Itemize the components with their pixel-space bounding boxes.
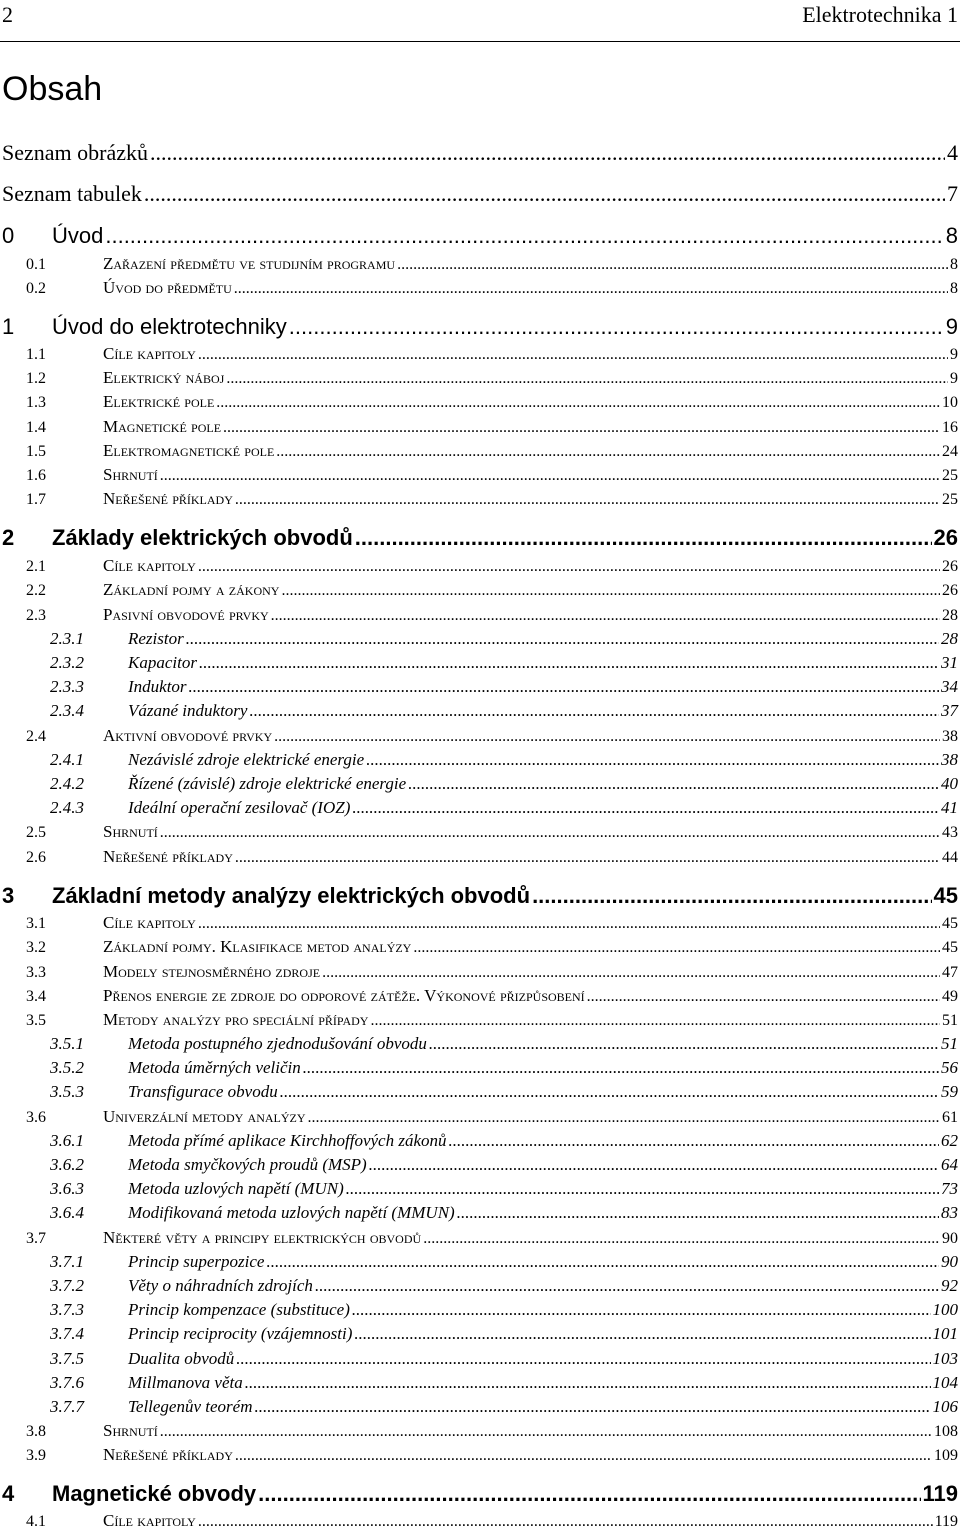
toc-entry-page: 38	[942, 728, 958, 745]
toc-entry-title: Některé věty a principy elektrických obvodů	[103, 1228, 422, 1247]
toc-dot-leader	[355, 525, 932, 551]
toc-entry-number: 3.4	[26, 988, 46, 1005]
toc-dot-leader	[198, 558, 940, 576]
toc-entry-page: 106	[932, 1397, 958, 1416]
toc-entry-number: 2	[2, 525, 15, 550]
toc-entry-page: 26	[933, 525, 958, 550]
toc-entry[interactable]	[2, 1107, 958, 1127]
toc-entry-number: 2.4.3	[50, 798, 84, 817]
toc-entry-title: Induktor	[128, 677, 187, 696]
toc-dot-leader	[245, 1373, 931, 1393]
toc-entry[interactable]	[2, 465, 958, 485]
toc-dot-leader	[223, 419, 940, 437]
toc-entry-title: Modely stejnosměrného zdroje	[103, 962, 321, 981]
toc-entry-title: Shrnutí	[103, 822, 158, 841]
toc-entry-number: 1.7	[26, 491, 46, 508]
toc-entry-title: Neřešené příklady	[103, 1445, 233, 1464]
toc-entry-page: 41	[941, 798, 958, 817]
toc-dot-leader	[235, 849, 940, 867]
toc-entry-title: Millmanova věta	[128, 1373, 243, 1392]
toc-entry-number: 1.4	[26, 419, 46, 436]
toc-entry-page: 47	[942, 964, 958, 981]
toc-dot-leader	[258, 1481, 920, 1507]
toc-entry-page: 90	[941, 1252, 958, 1271]
toc-entry-title: Rezistor	[128, 629, 184, 648]
toc-dot-leader	[144, 181, 945, 207]
toc-entry-title: Elektrické pole	[103, 392, 215, 411]
toc-entry-number: 3.7.3	[50, 1300, 84, 1319]
toc-dot-leader	[236, 1349, 930, 1369]
toc-entry-page: 108	[934, 1423, 958, 1440]
toc-dot-leader	[249, 701, 939, 721]
toc-entry-page: 119	[934, 1513, 958, 1530]
toc-dot-leader	[150, 140, 945, 166]
toc-entry-title: Metoda postupného zjednodušování obvodu	[128, 1034, 427, 1053]
toc-dot-leader	[198, 1513, 933, 1531]
toc-entry-number: 0	[2, 223, 15, 248]
toc-dot-leader	[408, 774, 939, 794]
toc-entry-number: 3.7.7	[50, 1397, 84, 1416]
toc-entry[interactable]	[2, 314, 958, 340]
toc-entry-number: 2.3.4	[50, 701, 84, 720]
toc-dot-leader	[160, 1423, 932, 1441]
toc-entry-page: 56	[941, 1058, 958, 1077]
toc-entry-page: 101	[932, 1324, 958, 1343]
toc-dot-leader	[532, 883, 931, 909]
toc-entry[interactable]	[2, 1082, 958, 1102]
toc-entry[interactable]	[2, 489, 958, 509]
toc-entry-title: Neřešené příklady	[103, 489, 233, 508]
toc-dot-leader	[189, 677, 939, 697]
toc-entry-page: 8	[950, 280, 958, 297]
toc-entry-page: 8	[950, 256, 958, 273]
toc-entry-title: Metoda smyčkových proudů (MSP)	[128, 1155, 367, 1174]
toc-dot-leader	[449, 1131, 939, 1151]
toc-entry[interactable]	[2, 556, 958, 576]
toc-dot-leader	[352, 1300, 931, 1320]
toc-entry-number: 2.2	[26, 582, 46, 599]
toc-entry[interactable]	[2, 1445, 958, 1465]
toc-entry-title: Základy elektrických obvodů	[52, 525, 353, 550]
toc-entry-number: 2.1	[26, 558, 46, 575]
toc-entry[interactable]	[2, 368, 958, 388]
toc-entry-number: 1.5	[26, 443, 46, 460]
toc-entry-title: Princip reciprocity (vzájemnosti)	[128, 1324, 353, 1343]
toc-entry-number: 3.2	[26, 939, 46, 956]
toc-entry-number: 3.5.1	[50, 1034, 84, 1053]
toc-entry-title: Zařazení předmětu ve studijním programu	[103, 254, 396, 273]
toc-entry-title: Pasivní obvodové prvky	[103, 605, 269, 624]
toc-entry[interactable]	[2, 774, 958, 794]
toc-entry[interactable]	[2, 701, 958, 721]
toc-entry-number: 2.3.2	[50, 653, 84, 672]
toc-entry-page: 9	[950, 370, 958, 387]
toc-entry-number: 3.7	[26, 1230, 46, 1247]
toc-entry[interactable]	[2, 1179, 958, 1199]
toc-dot-leader	[397, 256, 948, 274]
toc-entry[interactable]	[2, 653, 958, 673]
toc-entry-page: 25	[942, 467, 958, 484]
toc-entry-number: 1.2	[26, 370, 46, 387]
toc-entry-number: 3.5.3	[50, 1082, 84, 1101]
toc-dot-leader	[280, 1082, 939, 1102]
toc-entry-number: 2.5	[26, 824, 46, 841]
toc-entry-number: 3.6.4	[50, 1203, 84, 1222]
toc-entry-number: 1	[2, 314, 15, 339]
toc-entry[interactable]	[2, 140, 958, 166]
toc-entry-number: 3.3	[26, 964, 46, 981]
toc-dot-leader	[366, 750, 939, 770]
toc-dot-leader	[266, 1252, 939, 1272]
toc-entry-title: Úvod	[52, 223, 104, 248]
toc-entry-number: 2.3.3	[50, 677, 84, 696]
toc-entry[interactable]	[2, 986, 958, 1006]
toc-entry-number: 3.7.4	[50, 1324, 84, 1343]
toc-entry-page: 31	[941, 653, 958, 672]
toc-entry-title: Modifikovaná metoda uzlových napětí (MMUN)	[128, 1203, 455, 1222]
toc-entry-title: Tellegenův teorém	[128, 1397, 253, 1416]
toc-entry-title: Univerzální metody analýzy	[103, 1107, 306, 1126]
toc-entry-title: Nezávislé zdroje elektrické energie	[128, 750, 365, 769]
toc-entry-page: 9	[945, 314, 958, 339]
toc-entry[interactable]	[2, 525, 958, 551]
running-title: Elektrotechnika 1	[802, 2, 958, 27]
toc-entry[interactable]	[2, 254, 958, 274]
toc-entry-number: 1.3	[26, 394, 46, 411]
toc-entry-page: 83	[941, 1203, 958, 1222]
toc-entry-page: 25	[942, 491, 958, 508]
toc-entry-page: 45	[942, 939, 958, 956]
toc-entry[interactable]	[2, 1397, 958, 1417]
toc-entry[interactable]	[2, 1010, 958, 1030]
toc-entry[interactable]	[2, 913, 958, 933]
toc-entry-number: 3.5.2	[50, 1058, 84, 1077]
toc-entry-title: Aktivní obvodové prvky	[103, 726, 273, 745]
toc-entry-title: Základní pojmy a zákony	[103, 580, 280, 599]
toc-entry-number: 2.3.1	[50, 629, 84, 648]
toc-entry-page: 109	[934, 1447, 958, 1464]
toc-dot-leader	[322, 964, 940, 982]
toc-entry[interactable]	[2, 1300, 958, 1320]
toc-entry-title: Metoda úměrných veličin	[128, 1058, 301, 1077]
toc-entry-title: Neřešené příklady	[103, 847, 233, 866]
toc-entry-page: 26	[942, 582, 958, 599]
toc-entry-title: Vázané induktory	[128, 701, 248, 720]
toc-entry[interactable]	[2, 344, 958, 364]
page-title: Obsah	[2, 70, 103, 108]
toc-entry-page: 9	[950, 346, 958, 363]
toc-entry[interactable]	[2, 1034, 958, 1054]
toc-entry-title: Metoda přímé aplikace Kirchhoffových zákonů	[128, 1131, 447, 1150]
toc-entry[interactable]	[2, 278, 958, 298]
toc-entry[interactable]	[2, 1511, 958, 1531]
toc-entry-title: Magnetické obvody	[52, 1481, 257, 1506]
toc-entry-page: 100	[932, 1300, 958, 1319]
toc-entry[interactable]	[2, 726, 958, 746]
toc-entry-page: 73	[941, 1179, 958, 1198]
toc-dot-leader	[370, 1012, 940, 1030]
toc-dot-leader	[457, 1203, 939, 1223]
toc-dot-leader	[235, 1447, 932, 1465]
toc-entry-number: 1.1	[26, 346, 46, 363]
toc-entry-page: 24	[942, 443, 958, 460]
toc-entry[interactable]	[2, 677, 958, 697]
toc-dot-leader	[198, 346, 948, 364]
toc-entry[interactable]	[2, 847, 958, 867]
toc-entry-page: 51	[942, 1012, 958, 1029]
toc-entry[interactable]	[2, 629, 958, 649]
toc-entry-title: Shrnutí	[103, 465, 158, 484]
toc-entry-title: Metody analýzy pro speciální případy	[103, 1010, 369, 1029]
toc-entry-title: Elektromagnetické pole	[103, 441, 275, 460]
toc-entry-number: 3.1	[26, 915, 46, 932]
toc-entry[interactable]	[2, 441, 958, 461]
toc-entry-title: Princip superpozice	[128, 1252, 265, 1271]
toc-dot-leader	[289, 314, 944, 340]
toc-entry-title: Věty o náhradních zdrojích	[128, 1276, 313, 1295]
toc-entry-number: 3.5	[26, 1012, 46, 1029]
toc-entry-title: Úvod do předmětu	[103, 278, 232, 297]
toc-dot-leader	[105, 223, 943, 249]
toc-entry-page: 44	[942, 849, 958, 866]
toc-entry[interactable]	[2, 1131, 958, 1151]
toc-entry-number: 3	[2, 883, 15, 908]
toc-entry-page: 8	[945, 223, 958, 248]
toc-entry[interactable]	[2, 580, 958, 600]
toc-dot-leader	[587, 988, 940, 1006]
toc-entry[interactable]	[2, 181, 958, 207]
toc-entry-page: 16	[942, 419, 958, 436]
toc-entry-number: 2.4	[26, 728, 46, 745]
toc-dot-leader	[234, 280, 948, 298]
toc-entry[interactable]	[2, 417, 958, 437]
toc-entry-number: 3.7.2	[50, 1276, 84, 1295]
toc-entry[interactable]	[2, 1252, 958, 1272]
toc-entry[interactable]	[2, 392, 958, 412]
toc-entry-page: 26	[942, 558, 958, 575]
page-number: 2	[2, 2, 13, 27]
toc-dot-leader	[216, 394, 940, 412]
toc-dot-leader	[235, 491, 940, 509]
toc-entry-number: 3.6	[26, 1109, 46, 1126]
toc-entry-number: 0.1	[26, 256, 46, 273]
toc-entry-title: Dualita obvodů	[128, 1349, 235, 1368]
toc-dot-leader	[276, 443, 940, 461]
toc-dot-leader	[423, 1230, 940, 1248]
toc-entry[interactable]	[2, 605, 958, 625]
toc-entry[interactable]	[2, 1276, 958, 1296]
toc-entry-title: Úvod do elektrotechniky	[52, 314, 287, 339]
toc-entry-title: Seznam tabulek	[2, 181, 142, 206]
toc-entry-number: 1.6	[26, 467, 46, 484]
toc-entry[interactable]	[2, 750, 958, 770]
toc-entry[interactable]	[2, 1421, 958, 1441]
toc-entry-page: 28	[941, 629, 958, 648]
toc-entry-number: 2.6	[26, 849, 46, 866]
toc-entry[interactable]	[2, 1349, 958, 1369]
toc-entry-page: 4	[947, 140, 958, 165]
toc-entry-page: 28	[942, 607, 958, 624]
toc-entry-page: 45	[942, 915, 958, 932]
toc-entry-page: 49	[942, 988, 958, 1005]
toc-dot-leader	[354, 1324, 930, 1344]
toc-dot-leader	[413, 939, 940, 957]
toc-dot-leader	[199, 653, 939, 673]
toc-entry-page: 103	[932, 1349, 958, 1368]
toc-entry-page: 38	[941, 750, 958, 769]
toc-entry[interactable]	[2, 1203, 958, 1223]
toc-dot-leader	[369, 1155, 939, 1175]
toc-entry-number: 3.9	[26, 1447, 46, 1464]
toc-entry-page: 45	[933, 883, 958, 908]
toc-entry-page: 10	[942, 394, 958, 411]
toc-dot-leader	[281, 582, 940, 600]
toc-entry-page: 62	[941, 1131, 958, 1150]
toc-entry[interactable]	[2, 937, 958, 957]
toc-entry[interactable]	[2, 1481, 958, 1507]
toc-entry-number: 3.6.1	[50, 1131, 84, 1150]
toc-entry-title: Shrnutí	[103, 1421, 158, 1440]
toc-entry-title: Cíle kapitoly	[103, 556, 196, 575]
toc-entry-number: 4.1	[26, 1513, 46, 1530]
toc-entry-title: Metoda uzlových napětí (MUN)	[128, 1179, 344, 1198]
toc-entry-title: Ideální operační zesilovač (IOZ)	[128, 798, 351, 817]
toc-entry-title: Cíle kapitoly	[103, 344, 196, 363]
toc-entry[interactable]	[2, 883, 958, 909]
toc-entry-page: 61	[942, 1109, 958, 1126]
toc-dot-leader	[160, 467, 940, 485]
toc-entry-number: 3.8	[26, 1423, 46, 1440]
toc-entry-title: Seznam obrázků	[2, 140, 148, 165]
toc-entry-page: 104	[932, 1373, 958, 1392]
toc-entry-page: 43	[942, 824, 958, 841]
toc-dot-leader	[186, 629, 939, 649]
toc-entry-title: Základní metody analýzy elektrických obvodů	[52, 883, 531, 908]
toc-dot-leader	[198, 915, 940, 933]
toc-entry-number: 3.6.2	[50, 1155, 84, 1174]
toc-dot-leader	[226, 370, 948, 388]
toc-entry-title: Transfigurace obvodu	[128, 1082, 278, 1101]
toc-entry-number: 2.3	[26, 607, 46, 624]
toc-entry[interactable]	[2, 822, 958, 842]
toc-dot-leader	[160, 824, 940, 842]
toc-entry-page: 37	[941, 701, 958, 720]
toc-entry-page: 40	[941, 774, 958, 793]
toc-dot-leader	[274, 728, 940, 746]
toc-dot-leader	[308, 1109, 940, 1127]
toc-entry-page: 34	[941, 677, 958, 696]
toc-entry-number: 2.4.1	[50, 750, 84, 769]
toc-entry-title: Magnetické pole	[103, 417, 222, 436]
toc-dot-leader	[271, 607, 940, 625]
toc-entry-page: 59	[941, 1082, 958, 1101]
toc-dot-leader	[315, 1276, 939, 1296]
toc-entry-page: 90	[942, 1230, 958, 1247]
toc-entry-number: 3.7.6	[50, 1373, 84, 1392]
toc-entry[interactable]	[2, 798, 958, 818]
toc-entry-page: 64	[941, 1155, 958, 1174]
toc-entry-page: 119	[922, 1481, 958, 1506]
toc-entry[interactable]	[2, 1324, 958, 1344]
toc-entry-title: Cíle kapitoly	[103, 1511, 196, 1530]
toc-entry-number: 2.4.2	[50, 774, 84, 793]
toc-entry[interactable]	[2, 1155, 958, 1175]
toc-entry[interactable]	[2, 962, 958, 982]
toc-entry-page: 7	[947, 181, 958, 206]
toc-entry-number: 0.2	[26, 280, 46, 297]
toc-entry-title: Řízené (závislé) zdroje elektrické energie	[128, 774, 407, 793]
toc-entry[interactable]	[2, 223, 958, 249]
toc-dot-leader	[429, 1034, 939, 1054]
toc-entry-number: 3.7.5	[50, 1349, 84, 1368]
toc-entry-page: 92	[941, 1276, 958, 1295]
toc-entry[interactable]	[2, 1373, 958, 1393]
toc-entry-title: Přenos energie ze zdroje do odporové zátěže. Výkonové přizpůsobení	[103, 986, 585, 1005]
toc-dot-leader	[254, 1397, 930, 1417]
toc-entry[interactable]	[2, 1228, 958, 1248]
toc-entry-number: 3.6.3	[50, 1179, 84, 1198]
toc-dot-leader	[346, 1179, 939, 1199]
toc-entry-title: Elektrický náboj	[103, 368, 225, 387]
toc-entry-title: Kapacitor	[128, 653, 197, 672]
toc-dot-leader	[303, 1058, 939, 1078]
toc-entry-title: Základní pojmy. Klasifikace metod analýzy	[103, 937, 412, 956]
toc-entry-number: 4	[2, 1481, 15, 1506]
toc-dot-leader	[352, 798, 939, 818]
toc-entry-page: 51	[941, 1034, 958, 1053]
toc-entry[interactable]	[2, 1058, 958, 1078]
toc-entry-title: Cíle kapitoly	[103, 913, 196, 932]
toc-entry-number: 3.7.1	[50, 1252, 84, 1271]
toc-entry-title: Princip kompenzace (substituce)	[128, 1300, 350, 1319]
